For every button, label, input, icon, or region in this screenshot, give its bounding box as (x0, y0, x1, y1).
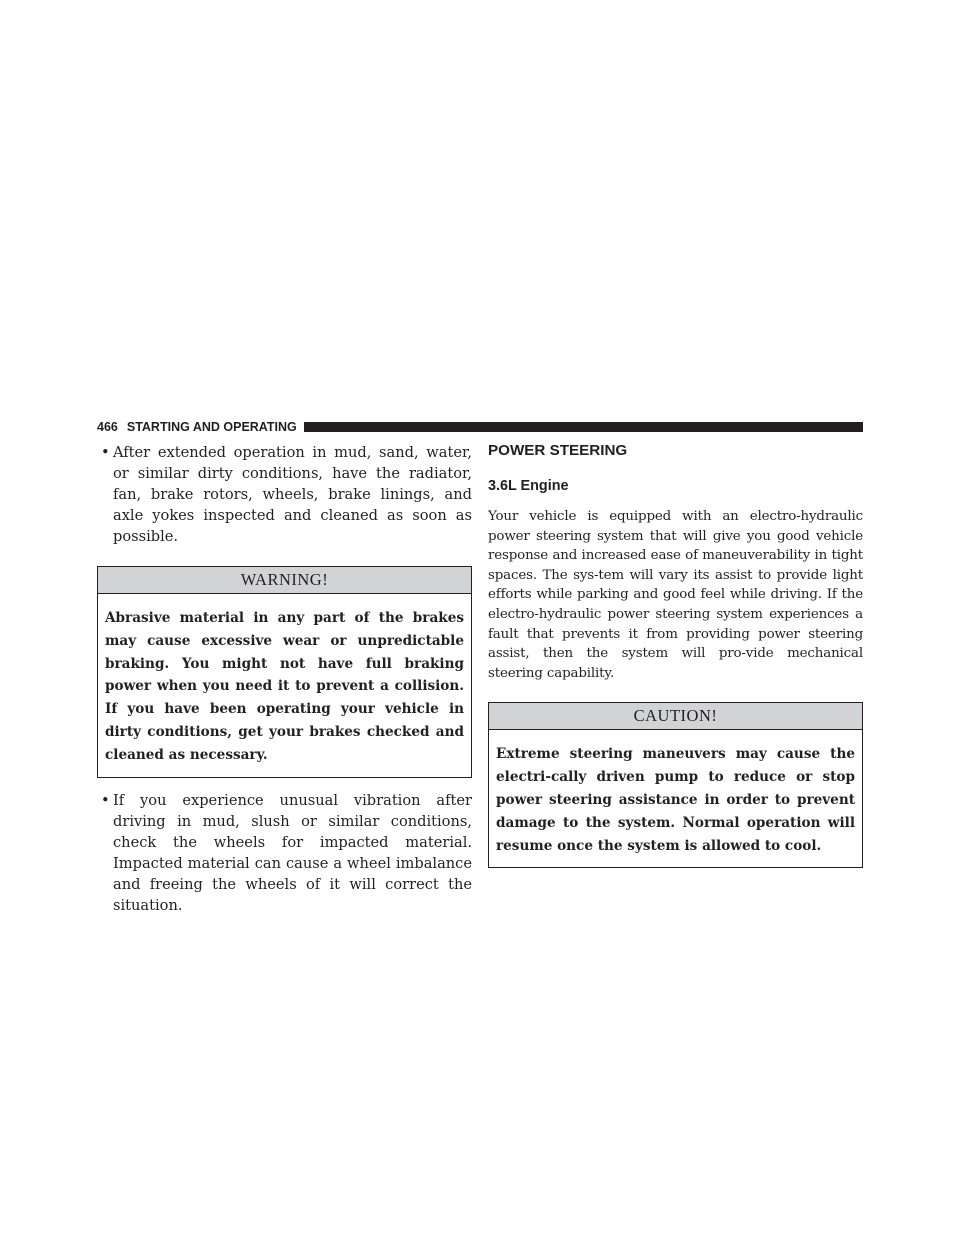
subsection-heading: 3.6L Engine (488, 478, 569, 494)
body-paragraph: Your vehicle is equipped with an electro-hydraulic power steering system that will give you good vehicle response and increased ease of maneuverability in tight spaces. The sys-tem will vary its assist to provide light efforts while parking and good feel while driving. If the electro-hydraulic power steering system experiences a fault that prevents it from providing power steering assist, then the system will pro-vide mechanical steering capability. (488, 509, 863, 681)
caution-body: Extreme steering maneuvers may cause the electri-cally driven pump to reduce or stop power steering assistance in order to prevent damage to the system. Normal operation will resume once the system is allowed to cool. (496, 746, 855, 854)
warning-box (97, 566, 472, 778)
caution-box (488, 702, 863, 868)
right-column (488, 442, 863, 868)
left-column (97, 442, 472, 916)
section-heading: POWER STEERING (488, 442, 628, 459)
warning-title: WARNING! (98, 567, 471, 594)
bullet-icon: • (101, 444, 110, 461)
page-number: 466 (97, 420, 118, 434)
section-title: STARTING AND OPERATING (126, 420, 297, 434)
list-item (97, 790, 472, 916)
list-item (97, 442, 472, 547)
page-header (97, 419, 863, 435)
bullet-text: After extended operation in mud, sand, water, or similar dirty conditions, have the radiator, fan, brake rotors, wheels, brake linings, and axle yokes inspected and cleaned as soon as possible. (113, 444, 472, 545)
warning-body: Abrasive material in any part of the brakes may cause excessive wear or unpredictable braking. You might not have full braking power when you need it to prevent a collision. If you have been operating your vehicle in dirty conditions, get your brakes checked and cleaned as necessary. (105, 610, 464, 763)
bullet-icon: • (101, 791, 110, 809)
header-rule (304, 422, 863, 432)
bullet-text: If you experience unusual vibration after driving in mud, slush or similar conditions, check the wheels for impacted material. Impacted material can cause a wheel imbalance and freeing the wheels of it will correct the situation. (113, 791, 472, 914)
caution-title: CAUTION! (489, 703, 862, 730)
